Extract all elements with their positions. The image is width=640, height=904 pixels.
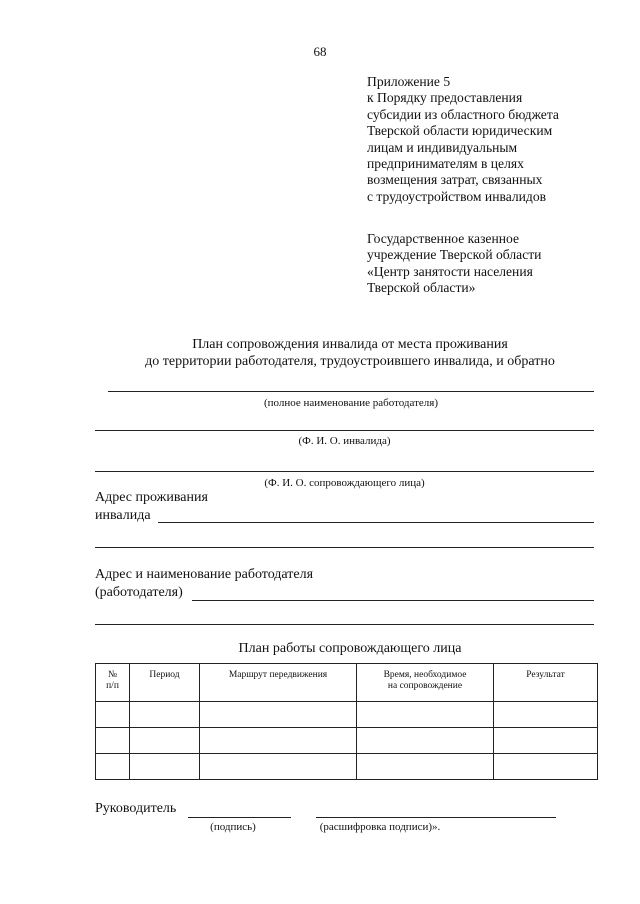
column-header-result: Результат [494, 664, 598, 702]
table-cell[interactable] [200, 754, 357, 780]
table-cell[interactable] [200, 702, 357, 728]
escort-name-field[interactable] [95, 471, 594, 472]
organization-line: Тверской области» [367, 280, 476, 296]
column-header-text: Время, необходимое на сопровождение [383, 670, 467, 691]
organization-line: Государственное казенное [367, 231, 520, 246]
table-cell[interactable] [357, 754, 494, 780]
work-plan-title: План работы сопровождающего лица [238, 641, 462, 656]
employer-address-field-continuation[interactable] [95, 624, 594, 625]
table-cell[interactable] [96, 702, 130, 728]
employer-address-label-line-2: (работодателя) [95, 585, 183, 600]
table-cell[interactable] [130, 728, 200, 754]
signature-label: Руководитель [95, 801, 177, 816]
table-cell[interactable] [494, 728, 598, 754]
appendix-line: Приложение 5 [367, 74, 451, 89]
column-header-period: Период [130, 664, 200, 702]
table-cell[interactable] [130, 754, 200, 780]
column-header-route: Маршрут передвижения [200, 664, 357, 702]
table-cell[interactable] [494, 702, 598, 728]
signature-field[interactable] [188, 817, 291, 818]
disabled-person-name-field[interactable] [95, 430, 594, 431]
disabled-person-name-caption: (Ф. И. О. инвалида) [298, 435, 391, 447]
table-cell[interactable] [96, 754, 130, 780]
title-line-1: План сопровождения инвалида от места проживания [192, 337, 508, 352]
appendix-line: к Порядку предоставления [367, 90, 523, 106]
organization-line: учреждение Тверской области [367, 247, 542, 263]
appendix-line: субсидии из областного бюджета [367, 106, 559, 122]
appendix-header [367, 74, 627, 205]
appendix-line: с трудоустройством инвалидов [367, 188, 547, 204]
table-row [96, 754, 598, 780]
table-cell[interactable] [96, 728, 130, 754]
page-number: 68 [313, 44, 327, 59]
organization-line: «Центр занятости населения [367, 263, 533, 279]
address-label-line-1: Адрес проживания [95, 490, 208, 505]
employer-name-field[interactable] [108, 391, 594, 392]
address-label-line-2: инвалида [95, 508, 151, 523]
column-header-text: № п/п [106, 670, 119, 691]
table-cell[interactable] [200, 728, 357, 754]
column-header-time [357, 664, 494, 702]
organization-header [367, 231, 627, 297]
document-title [60, 336, 640, 370]
employer-address-label-line-1: Адрес и наименование работодателя [95, 567, 314, 582]
table-cell[interactable] [130, 702, 200, 728]
appendix-line: возмещения затрат, связанных [367, 172, 543, 188]
address-field-continuation[interactable] [95, 547, 594, 548]
table-cell[interactable] [357, 728, 494, 754]
table-header-row [96, 664, 598, 702]
appendix-line: лицам и индивидуальным [367, 139, 518, 155]
appendix-line: предпринимателям в целях [367, 156, 524, 172]
work-plan-table [95, 663, 598, 780]
escort-name-caption: (Ф. И. О. сопровождающего лица) [264, 477, 425, 489]
employer-address-field[interactable] [192, 600, 594, 601]
title-line-2: до территории работодателя, трудоустроившего инвалида, и обратно [145, 354, 555, 369]
table-row [96, 728, 598, 754]
signature-decoding-field[interactable] [316, 817, 556, 818]
table-cell[interactable] [494, 754, 598, 780]
table-cell[interactable] [357, 702, 494, 728]
column-header-number [96, 664, 130, 702]
appendix-line: Тверской области юридическим [367, 123, 553, 139]
table-row [96, 702, 598, 728]
employer-name-caption: (полное наименование работодателя) [263, 397, 439, 409]
signature-decoding-caption: (расшифровка подписи)». [319, 821, 441, 833]
signature-caption: (подпись) [210, 821, 256, 833]
address-field[interactable] [158, 522, 594, 523]
